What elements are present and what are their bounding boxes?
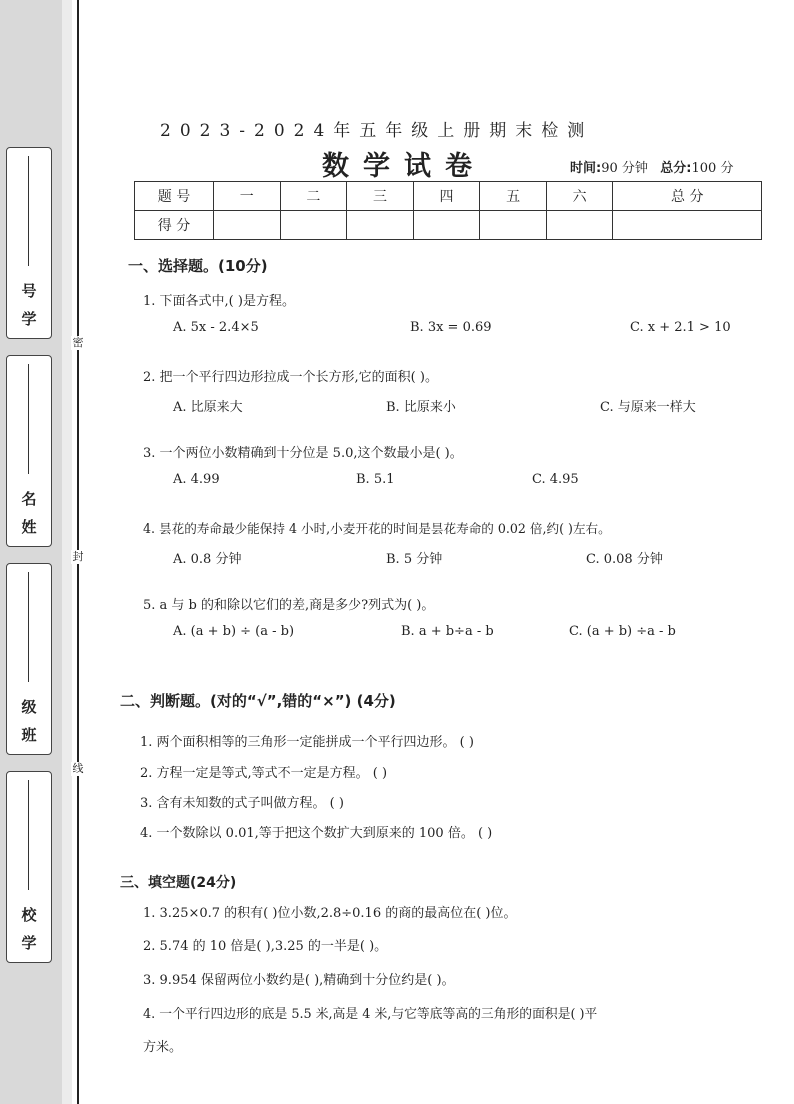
student-number-box	[6, 147, 52, 339]
option-a[interactable]: A. (a + b) ÷ (a - b)	[173, 624, 295, 639]
class-box	[6, 563, 52, 755]
seal-mark-xian: 线	[72, 762, 84, 775]
question-text: 5. a 与 b 的和除以它们的差,商是多少?列式为( )。	[143, 598, 435, 613]
score-header-cell: 二	[280, 182, 347, 211]
score-table-score-row	[135, 211, 762, 240]
option-c[interactable]: C. x + 2.1 > 10	[630, 320, 731, 335]
option-c[interactable]: C. (a + b) ÷a - b	[569, 624, 676, 639]
option-a[interactable]: A. 4.99	[173, 472, 220, 487]
school-label-a: 校	[21, 906, 37, 924]
question-text: 2. 把一个平行四边形拉成一个长方形,它的面积( )。	[143, 370, 438, 385]
score-cell[interactable]	[280, 211, 347, 240]
student-name-label-b: 姓	[21, 518, 37, 536]
score-header-cell: 六	[546, 182, 613, 211]
score-cell[interactable]	[480, 211, 547, 240]
score-header-cell: 题 号	[135, 182, 214, 211]
score-header-cell: 三	[347, 182, 414, 211]
seal-mark-mi: 密	[72, 336, 84, 349]
option-b[interactable]: B. 5 分钟	[386, 552, 443, 567]
score-cell[interactable]	[546, 211, 613, 240]
question-text: 3. 一个两位小数精确到十分位是 5.0,这个数最小是( )。	[143, 446, 463, 461]
class-label-b: 班	[21, 726, 37, 744]
score-header-cell: 一	[214, 182, 281, 211]
class-line[interactable]	[28, 572, 29, 682]
fill-item[interactable]: 2. 5.74 的 10 倍是( ),3.25 的一半是( )。	[143, 939, 388, 954]
option-c[interactable]: C. 与原来一样大	[600, 400, 696, 415]
student-number-label-b: 学	[21, 310, 37, 328]
student-number-label-a: 号	[21, 282, 37, 300]
option-b[interactable]: B. a + b÷a - b	[401, 624, 494, 639]
option-c[interactable]: C. 4.95	[532, 472, 579, 487]
score-table	[134, 181, 762, 240]
student-number-line[interactable]	[28, 156, 29, 266]
time-value: 90 分钟	[601, 161, 648, 176]
option-a[interactable]: A. 5x - 2.4×5	[173, 320, 259, 335]
judge-item[interactable]: 4. 一个数除以 0.01,等于把这个数扩大到原来的 100 倍。 ( )	[140, 826, 493, 841]
score-cell[interactable]	[347, 211, 414, 240]
score-label: 总分:	[660, 161, 692, 176]
exam-subtitle: 2023-2024年五年级上册期末检测	[160, 121, 594, 141]
option-b[interactable]: B. 比原来小	[386, 400, 456, 415]
section1-title: 一、选择题。(10分)	[128, 257, 268, 275]
question-text: 4. 昙花的寿命最少能保持 4 小时,小麦开花的时间是昙花寿命的 0.02 倍,约( )左右。	[143, 521, 611, 536]
exam-title: 数学试卷	[322, 151, 486, 182]
school-line[interactable]	[28, 780, 29, 890]
school-label-b: 学	[21, 934, 37, 952]
score-cell[interactable]	[613, 211, 762, 240]
score-header-cell: 总 分	[613, 182, 762, 211]
time-label: 时间:	[570, 161, 602, 176]
judge-item[interactable]: 2. 方程一定是等式,等式不一定是方程。 ( )	[140, 766, 388, 781]
score-header-cell: 五	[480, 182, 547, 211]
school-box	[6, 771, 52, 963]
fill-item-continued: 方米。	[143, 1040, 183, 1055]
score-row-label: 得 分	[135, 211, 214, 240]
fill-item[interactable]: 4. 一个平行四边形的底是 5.5 米,高是 4 米,与它等底等高的三角形的面积是( )平	[143, 1007, 598, 1022]
question-text: 1. 下面各式中,( )是方程。	[143, 294, 295, 309]
option-c[interactable]: C. 0.08 分钟	[586, 552, 663, 567]
fill-item[interactable]: 1. 3.25×0.7 的积有( )位小数,2.8÷0.16 的商的最高位在( )位。	[143, 906, 517, 921]
section2-title: 二、判断题。(对的“√”,错的“×”) (4分)	[120, 692, 396, 710]
option-b[interactable]: B. 3x = 0.69	[410, 320, 492, 335]
score-cell[interactable]	[413, 211, 480, 240]
student-name-box	[6, 355, 52, 547]
score-header-cell: 四	[413, 182, 480, 211]
class-label-a: 级	[21, 698, 37, 716]
seal-mark-feng: 封	[72, 550, 84, 563]
time-score-info	[570, 157, 733, 176]
option-b[interactable]: B. 5.1	[356, 472, 395, 487]
option-a[interactable]: A. 比原来大	[173, 400, 243, 415]
score-value: 100 分	[691, 161, 734, 176]
section3-title: 三、填空题(24分)	[120, 875, 237, 891]
fill-item[interactable]: 3. 9.954 保留两位小数约是( ),精确到十分位约是( )。	[143, 973, 455, 988]
option-a[interactable]: A. 0.8 分钟	[173, 552, 242, 567]
student-name-line[interactable]	[28, 364, 29, 474]
score-table-header-row	[135, 182, 762, 211]
score-cell[interactable]	[214, 211, 281, 240]
judge-item[interactable]: 3. 含有未知数的式子叫做方程。 ( )	[140, 796, 344, 811]
student-name-label-a: 名	[21, 490, 37, 508]
judge-item[interactable]: 1. 两个面积相等的三角形一定能拼成一个平行四边形。 ( )	[140, 735, 474, 750]
